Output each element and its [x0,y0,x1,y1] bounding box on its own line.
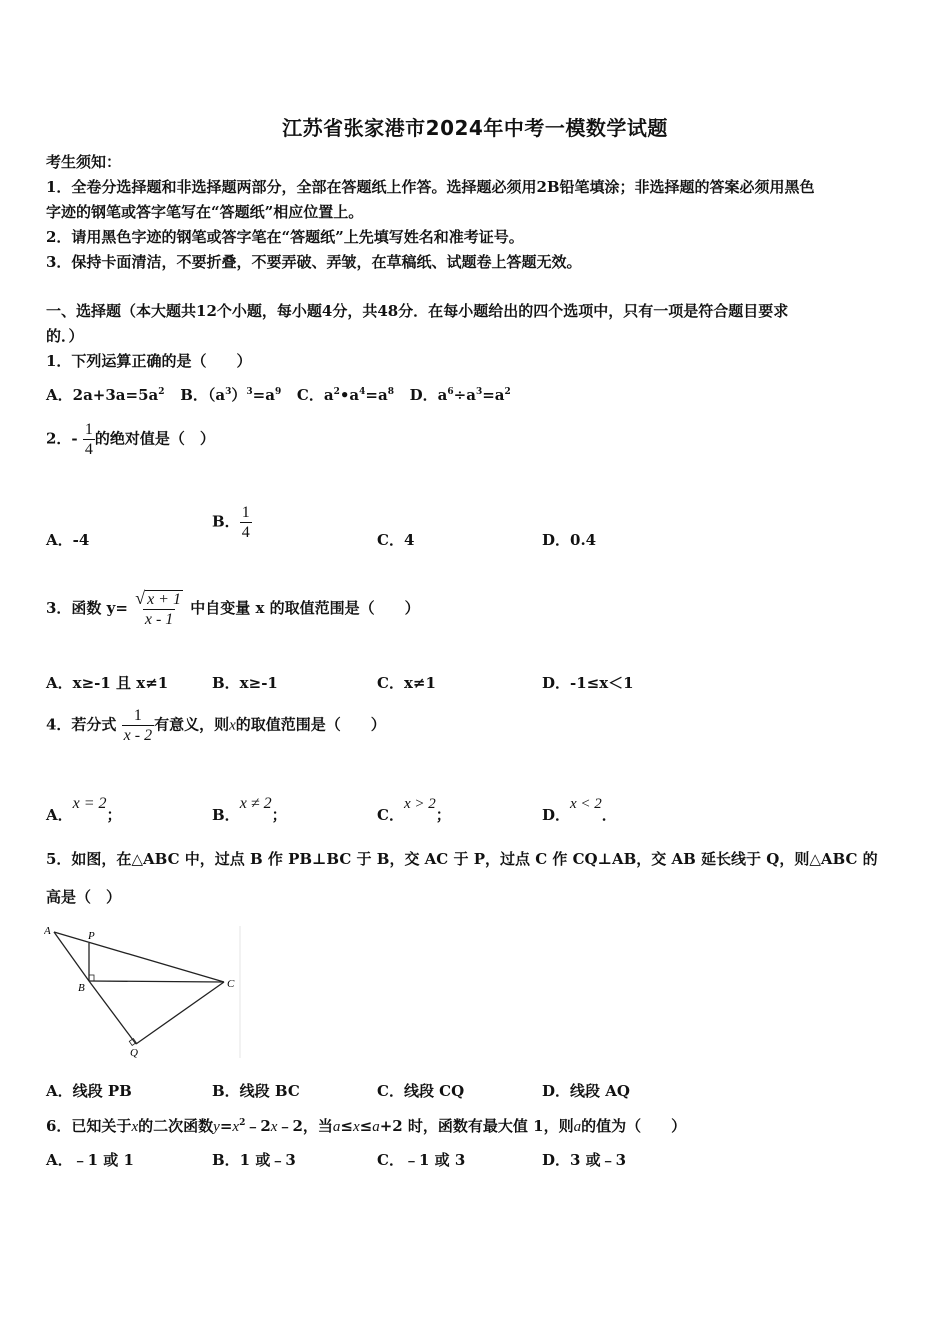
notice-heading: 考生须知： [46,153,122,171]
q6-option-b[interactable]: B．1 或﹣3 [212,1151,296,1169]
section-heading-a: 一、选择题（本大题共12个小题，每小题4分，共48分．在每小题给出的四个选项中，只有一项是符合题目要求 [46,302,789,320]
q2-option-a[interactable]: A．-4 [46,531,90,549]
q5-option-d[interactable]: D．线段 AQ [542,1082,630,1100]
q3-option-b[interactable]: B．x≥-1 [212,674,278,692]
section-heading-b: 的．） [46,327,84,345]
right-angle-mark-b [89,975,94,981]
label-b: B [78,982,85,994]
notice-line-3: 3．保持卡面清洁，不要折叠，不要弄破、弄皱，在草稿纸、试题卷上答题无效。 [46,253,582,271]
label-p: P [88,930,95,942]
q4-fraction: $\frac{1}{x - 2}$ [123,707,153,744]
segment-cq [136,982,224,1044]
notice-line-1a: 1．全卷分选择题和非选择题两部分，全部在答题纸上作答。选择题必须用2B铅笔填涂；非选择题的答案必须用黑色 [46,178,815,196]
q2-stem: 2．- $\frac{1}{4}$ 的绝对值是（ ） [46,421,215,458]
q4-option-c[interactable]: C．x > 2； [377,796,451,824]
q5-option-c[interactable]: C．线段 CQ [377,1082,465,1100]
q4-option-d[interactable]: D．x < 2． [542,796,617,824]
segment-ac [54,932,224,982]
q1-options [46,384,511,405]
q2-fraction: $\frac{1}{4}$ [84,421,93,458]
q1-stem: 1．下列运算正确的是（ ） [46,352,252,370]
label-a: A [44,925,51,937]
segment-ab [54,932,89,981]
q4-option-a[interactable]: A．x = 2； [46,795,122,824]
q4-stem: 4．若分式 $\frac{1}{x - 2}$ 有意义，则x的取值范围是（ ） [46,707,386,744]
notice-line-1b: 字迹的钢笔或答字笔写在“答题纸”相应位置上。 [46,203,364,221]
q2-option-c[interactable]: C．4 [377,531,415,549]
q5-triangle-figure [44,922,244,1062]
q6-option-a[interactable]: A．﹣1 或 1 [46,1151,134,1169]
q6-option-d[interactable]: D．3 或﹣3 [542,1151,627,1169]
segment-bc [89,981,224,982]
page-title: 江苏省张家港市2024年中考一模数学试题 [282,116,668,140]
notice-line-2: 2．请用黑色字迹的钢笔或答字笔在“答题纸”上先填写姓名和准考证号。 [46,228,524,246]
q5-stem-a: 5．如图，在△ABC 中，过点 B 作 PB⊥BC 于 B，交 AC 于 P，过点 C 作 CQ⊥AB，交 AB 延长线于 Q，则△ABC 的 [46,850,878,868]
q5-option-a[interactable]: A．线段 PB [46,1082,132,1100]
q3-option-c[interactable]: C．x≠1 [377,674,436,692]
q3-fraction: $\frac{√ x + 1}{x - 1}$ [135,588,181,628]
q1-option-d[interactable]: D．$a^6\div a^3=a^2$ [409,386,511,404]
label-c: C [227,978,235,990]
q3-stem: 3．函数 y= $\frac{√ x + 1}{x - 1}$ 中自变量 x 的取值范围是（ ） [46,588,420,628]
q1-option-c[interactable]: C．$a^2•a^4=a^8$ [296,386,394,404]
q5-option-b[interactable]: B．线段 BC [212,1082,300,1100]
q6-stem: 6．已知关于x的二次函数$y=x^2﹣2x﹣2$，当a≤x≤a+2 时，函数有最大值 1，则a的值为（ ） [46,1117,687,1135]
segment-bq [89,981,136,1044]
q1-option-b[interactable]: B．$(a^3)^3=a^9$ [180,386,282,404]
q4-option-b[interactable]: B．x ≠ 2； [212,795,287,824]
q2-option-b[interactable]: B． $\frac{1}{4}$ [212,504,250,541]
q6-option-c[interactable]: C．﹣1 或 3 [377,1151,466,1169]
q5-stem-b: 高是（ ） [46,888,122,906]
q1-option-a[interactable]: A．$2a+3a=5a^2$ [46,386,165,404]
label-q: Q [130,1047,138,1059]
q3-option-a[interactable]: A．x≥-1 且 x≠1 [46,674,169,692]
q2-option-d[interactable]: D．0.4 [542,531,597,549]
q3-option-d[interactable]: D．-1≤x＜1 [542,674,634,692]
